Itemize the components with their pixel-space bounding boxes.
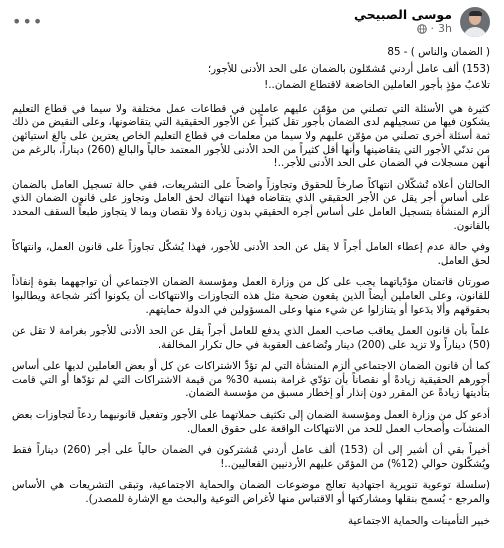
post-paragraph: كما أن قانون الضمان الاجتماعي ألزم المنشأة التي لم تؤدِّ الاشتراكات عن كل أو بعض العاملين لديها على أساس أجورهم الحقيقية زيادةً أو نقصاناً بأن تؤدّي غرامة بنسبة 30% من قيمة الاشتراكات التي لم تؤدّها أو التي قامت بتأديتها زيادةً عن المقرر دون إنذار أو إخطار مسبق من مؤسسة الضمان. xyxy=(12,360,490,400)
post-headline: (153) ألف عامل أردني مُشمّلون بالضمان على الحد الأدنى للأجور؛ xyxy=(207,62,490,75)
post-signature: خبير التأمينات والحماية الاجتماعية xyxy=(347,514,490,527)
post-subline xyxy=(354,23,452,36)
post-paragraph: الحالتان أعلاه تُشكّلان انتهاكاً صارخاً للحقوق وتجاوزاً واضحاً على التشريعات، ففي حالة تسجيل العامل بالضمان على أساس أجر يقل عن الأجر الحقيقي الذي يتقاضاه فهذا انتهاك لحق العامل وتجاوز على قانون الضمان الذي ألزم المنشأة بتسجيل العامل على أساس أجره الحقيقي بدون زيادة ولا نقصان وبما لا يتجاوز طبعاً السقف المحدد بالقانون. xyxy=(12,178,490,232)
separator-dot: · xyxy=(430,21,435,35)
post-paragraph: كثيرة هي الأسئلة التي تصلني من مؤمّن عليهم عاملين في قطاعات عمل مختلفة ولا سيما في قطاع التعليم يشكون فيها من تسجيلهم لدى الضمان بأجور تقل كثيراً عن الأجور الحقيقية التي يتقاضونها، وعلى النقيض من ذلك ثمة أسئلة أخرى تصلني من مؤمّن عليهم ولا سيما من معلمات في قطاع التعليم الخاص يعترين على بالغ استيائهن من تدنّي الأجور التي يتقاضينها وأنها أقل كثيراً من الحد الأدنى للأجور المعتمد حالياً والبالغ (260) ديناراً، بالرغم من أنهن مسجلات في الضمان على الحد الأدنى للأجر..! xyxy=(12,102,490,170)
globe-icon[interactable] xyxy=(417,24,427,34)
more-options-icon[interactable]: ••• xyxy=(12,12,44,31)
post-paragraph: علماً بأن قانون العمل يعاقب صاحب العمل الذي يدفع للعامل أجراً يقل عن الحد الأدنى للأجور بغرامة لا تقل عن (50) ديناراً ولا تزيد على (200) دينار وتُضاعف العقوبة في حال تكرار المخالفة. xyxy=(12,325,490,351)
author-block xyxy=(354,7,490,37)
post-paragraph: صورتان قاتمتان مؤدّياتهما يجب على كل من وزارة العمل ومؤسسة الضمان الاجتماعي أن تواجههما بقوة إنفاذاً للقانون، وعلى العاملين أيضاً الذين يقعون ضحية مثل هذه التجاوزات والانتهاكات أن يكونوا أكثر شجاعة ويطالبوا بحقوقهم وألا يدَعوا أو يتنازلوا عن شيء منها وعلى المسؤولين في الدولة حمايتهم. xyxy=(12,276,490,316)
post-series-line: ( الضمان والناس ) - 85 xyxy=(387,46,490,58)
author-name[interactable]: موسى الصبيحي xyxy=(353,7,452,23)
post-header xyxy=(12,4,490,40)
post-subheadline: تلاعبٌ مؤذٍ بأجور العاملين الخاضعة لاقتطاع الضمان..! xyxy=(264,79,490,92)
post-paragraph: أخيراً بقي أن أشير إلى أن (153) ألف عامل أردني مُشتركون في الضمان حالياً على أجر (260) ديناراً فقط ويُشكّلون حوالي (12%) من المؤمّن عليهم الأردنيين الفعاليين..! xyxy=(12,444,491,470)
post-paragraph: أدعو كل من وزارة العمل ومؤسسة الضمان إلى تكثيف حملاتهما على الأجور وتفعيل قانونيهما ردعاً لتجاوزات بعض المنشآت وأصحاب العمل للحد من الانتهاكات الواقعة على حقوق العمال. xyxy=(12,409,490,435)
author-meta xyxy=(354,8,452,35)
post-timestamp[interactable]: 3h xyxy=(438,21,452,35)
post-body xyxy=(12,46,490,528)
avatar[interactable] xyxy=(460,7,490,37)
post-paragraph: (سلسلة توعوية تنويرية اجتهادية تعالج موضوعات الضمان والحماية الاجتماعية، وتبقى التشريعات هي الأساس والمرجع - يُسمح بنقلها ومشاركتها أو الاقتباس منها لأغراض التوعية والبحث مع الإشارة للمصدر). xyxy=(12,479,490,506)
post-paragraph: وفي حالة عدم إعطاء العامل أجراً لا يقل عن الحد الأدنى للأجور، فهذا يُشكّل تجاوزاً على قانون العمل، وانتهاكاً لحق العامل. xyxy=(12,241,490,267)
